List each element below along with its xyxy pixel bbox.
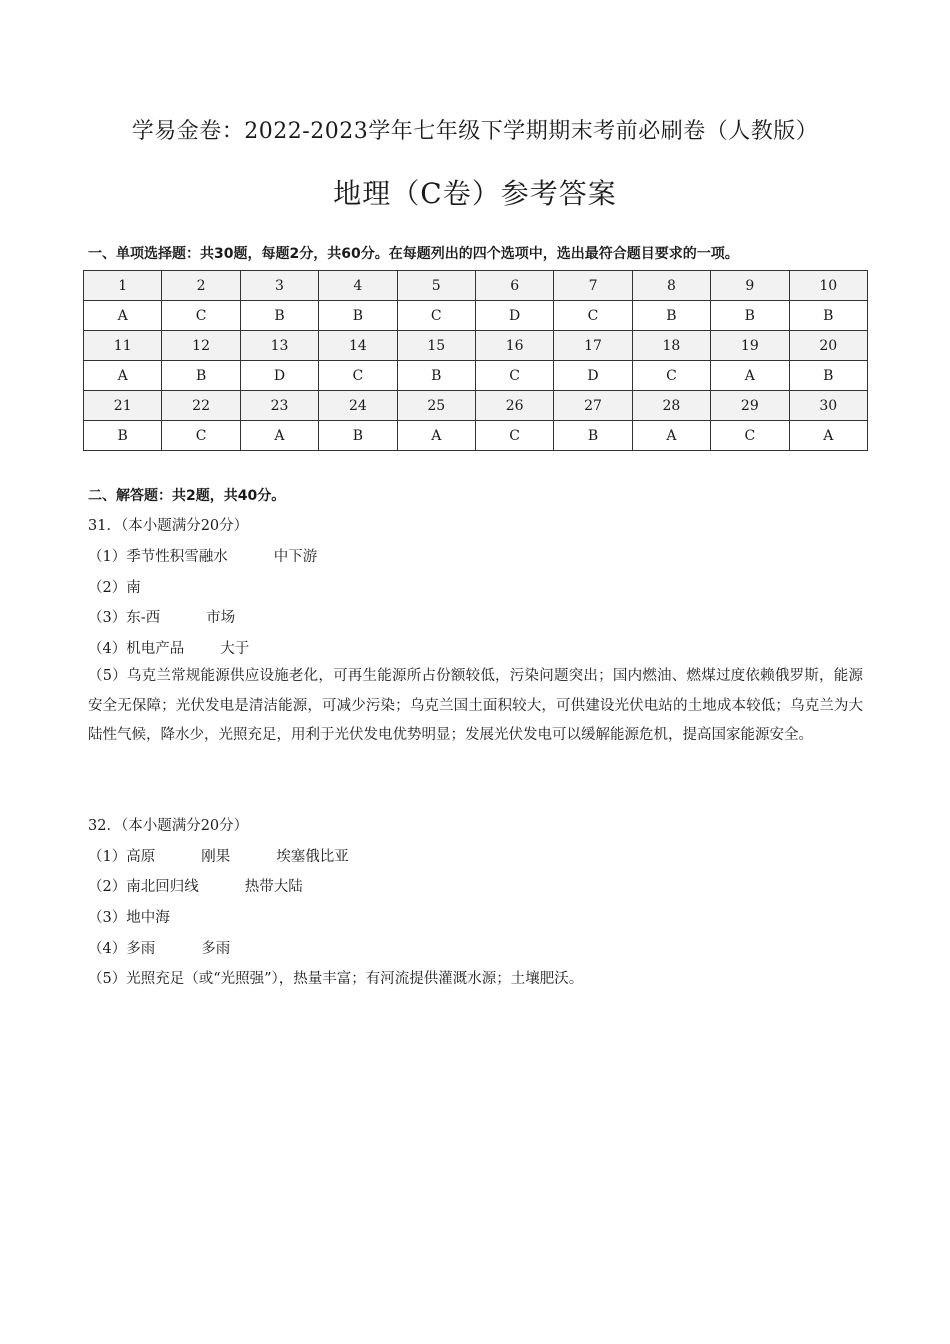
question-number-cell: 14 xyxy=(319,331,397,361)
q31-answer-4 xyxy=(88,637,249,658)
q32-a1-extra2: 埃塞俄比亚 xyxy=(276,849,349,865)
question-number-cell: 2 xyxy=(162,271,240,301)
question-number-cell: 29 xyxy=(711,391,789,421)
answer-cell: B xyxy=(162,361,240,391)
q32-answer-5: （5）光照充足（或“光照强”），热量丰富；有河流提供灌溉水源；土壤肥沃。 xyxy=(88,971,584,987)
answer-cell: B xyxy=(397,361,475,391)
question-number-cell: 4 xyxy=(319,271,397,301)
answer-cell: C xyxy=(319,361,397,391)
question-number-cell: 5 xyxy=(397,271,475,301)
answer-cell: A xyxy=(397,421,475,451)
answer-cell: A xyxy=(240,421,318,451)
question-number-cell: 18 xyxy=(632,331,710,361)
answer-cell: A xyxy=(632,421,710,451)
question-number-cell: 9 xyxy=(711,271,789,301)
answer-cell: C xyxy=(162,421,240,451)
section-2-heading: 二、解答题：共2题，共40分。 xyxy=(88,488,286,504)
q31-answer-3 xyxy=(88,606,235,627)
q31-a4-text: （4）机电产品 xyxy=(88,641,185,657)
answer-cell: A xyxy=(84,301,162,331)
answer-row xyxy=(84,421,868,451)
q31-answer-1 xyxy=(88,545,317,566)
answer-cell: B xyxy=(789,361,867,391)
q31-a4-extra: 大于 xyxy=(220,641,250,657)
question-number-row xyxy=(84,331,868,361)
answer-cell: B xyxy=(789,301,867,331)
question-number-row xyxy=(84,271,868,301)
question-number-cell: 22 xyxy=(162,391,240,421)
answer-row xyxy=(84,301,868,331)
question-number-cell: 30 xyxy=(789,391,867,421)
question-number-cell: 23 xyxy=(240,391,318,421)
answer-cell: B xyxy=(554,421,632,451)
q31-a1-extra: 中下游 xyxy=(273,549,318,565)
question-number-cell: 7 xyxy=(554,271,632,301)
question-number-cell: 15 xyxy=(397,331,475,361)
answer-cell: B xyxy=(632,301,710,331)
question-number-cell: 24 xyxy=(319,391,397,421)
q31-a2-text: （2）南 xyxy=(88,580,141,596)
q32-a3-text: （3）地中海 xyxy=(88,910,170,926)
q32-a1-extra1: 刚果 xyxy=(201,849,231,865)
q32-a1-text: （1）高原 xyxy=(88,849,156,865)
q32-answer-1 xyxy=(88,845,349,866)
question-number-cell: 26 xyxy=(475,391,553,421)
q31-a3-text: （3）东-西 xyxy=(88,610,161,626)
q31-label: 31．（本小题满分20分） xyxy=(88,518,249,534)
question-number-cell: 20 xyxy=(789,331,867,361)
answer-cell: B xyxy=(240,301,318,331)
answer-cell: B xyxy=(319,421,397,451)
question-number-cell: 6 xyxy=(475,271,553,301)
question-number-cell: 17 xyxy=(554,331,632,361)
question-number-cell: 21 xyxy=(84,391,162,421)
question-number-cell: 12 xyxy=(162,331,240,361)
q32-answer-3 xyxy=(88,906,170,927)
answer-cell: C xyxy=(632,361,710,391)
q31-answer-5: （5）乌克兰常规能源供应设施老化，可再生能源所占份额较低，污染问题突出；国内燃油、燃煤过度依赖俄罗斯，能源安全无保障；光伏发电是清洁能源，可减少污染；乌克兰国土面积较大，可供建设光伏电站的土地成本较低；乌克兰为大陆性气候，降水少，光照充足，用利于光伏发电优势明显；发展光伏发电可以缓解能源危机，提高国家能源安全。 xyxy=(88,668,863,743)
page-subtitle: 地理（C卷）参考答案 xyxy=(333,177,617,210)
answer-row xyxy=(84,361,868,391)
question-number-cell: 8 xyxy=(632,271,710,301)
answer-cell: C xyxy=(475,421,553,451)
q32-answer-2 xyxy=(88,875,303,896)
q32-answer-4 xyxy=(88,937,230,958)
answer-table xyxy=(83,270,868,451)
answer-cell: A xyxy=(84,361,162,391)
question-number-cell: 3 xyxy=(240,271,318,301)
question-number-cell: 19 xyxy=(711,331,789,361)
answer-cell: B xyxy=(711,301,789,331)
answer-cell: B xyxy=(84,421,162,451)
q32-a2-text: （2）南北回归线 xyxy=(88,879,199,895)
answer-cell: A xyxy=(789,421,867,451)
q32-a4-text: （4）多雨 xyxy=(88,941,156,957)
answer-cell: C xyxy=(554,301,632,331)
q31-answer-2 xyxy=(88,576,141,597)
answer-cell: A xyxy=(711,361,789,391)
q32-label: 32．（本小题满分20分） xyxy=(88,818,249,834)
section-1-heading: 一、单项选择题：共30题，每题2分，共60分。在每题列出的四个选项中，选出最符合题目要求的一项。 xyxy=(88,246,739,262)
question-number-cell: 25 xyxy=(397,391,475,421)
page-title: 学易金卷：2022-2023学年七年级下学期期末考前必刷卷（人教版） xyxy=(131,119,819,144)
answer-cell: D xyxy=(554,361,632,391)
question-number-cell: 10 xyxy=(789,271,867,301)
question-number-cell: 1 xyxy=(84,271,162,301)
answer-cell: C xyxy=(397,301,475,331)
answer-cell: C xyxy=(475,361,553,391)
question-number-cell: 16 xyxy=(475,331,553,361)
q31-a1-text: （1）季节性积雪融水 xyxy=(88,549,228,565)
question-number-row xyxy=(84,391,868,421)
question-number-cell: 13 xyxy=(240,331,318,361)
answer-cell: D xyxy=(240,361,318,391)
question-number-cell: 11 xyxy=(84,331,162,361)
question-number-cell: 28 xyxy=(632,391,710,421)
q31-a3-extra: 市场 xyxy=(206,610,236,626)
answer-cell: C xyxy=(711,421,789,451)
q32-a2-extra: 热带大陆 xyxy=(244,879,303,895)
answer-cell: C xyxy=(162,301,240,331)
answer-cell: D xyxy=(475,301,553,331)
q32-a4-extra: 多雨 xyxy=(201,941,231,957)
question-number-cell: 27 xyxy=(554,391,632,421)
answer-cell: B xyxy=(319,301,397,331)
